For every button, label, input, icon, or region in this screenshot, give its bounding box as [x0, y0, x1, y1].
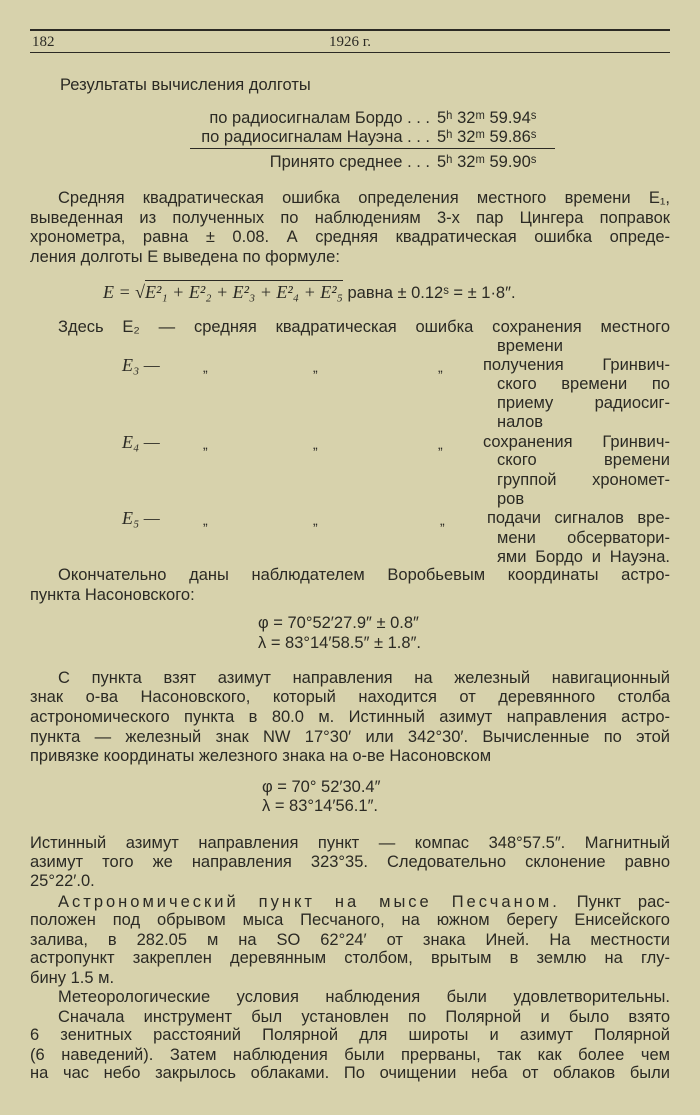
text-line: астрономического пункта в 80.0 м. Истинный азимут направления астро- — [30, 708, 670, 726]
formula-result: равна ± 0.12ˢ = ± 1·8″. — [347, 284, 516, 302]
coordinate-latitude: φ = 70°52′27.9″ ± 0.8″ — [258, 614, 419, 632]
result-value-nauen: 5ʰ 32ᵐ 59.86ˢ — [437, 128, 537, 146]
definition-line: подачи сигналов вре- — [487, 509, 670, 527]
result-label-nauen: по радиосигналам Науэна . . . — [201, 128, 430, 146]
text-line: Метеорологические условия наблюдения были удовлетворительны. — [58, 988, 670, 1006]
text-line: Здесь E₂ — средняя квадратическая ошибка сохранения местного — [58, 318, 670, 336]
text-line: (6 наведений). Затем наблюдения были прерваны, так как более чем — [30, 1046, 670, 1064]
definition-line: ями Бордо и Науэна. — [497, 548, 670, 566]
result-label-bordeaux: по радиосигналам Бордо . . . — [209, 109, 430, 127]
text-line: привязке координаты железного знака на о-ве Насоновском — [30, 747, 492, 765]
heading-continuation: Пункт рас- — [576, 893, 671, 911]
text-line: пункта Насоновского: — [30, 586, 195, 604]
text-line: пункта — железный знак NW 17°30′ или 342°30′. Вычисленные по этой — [30, 728, 670, 746]
definition-symbol: E₅ — — [122, 508, 160, 528]
formula-radicand: E²₁ + E²₂ + E²₃ + E²₄ + E²₅ — [145, 282, 343, 302]
coordinate-longitude: λ = 83°14′58.5″ ± 1.8″. — [258, 634, 421, 652]
ditto-mark: „ — [440, 512, 445, 528]
text-line: на час небо закрылось облаками. По очищении неба от облаков были — [30, 1064, 670, 1082]
formula-lhs: E = √ — [103, 282, 146, 302]
text-line: 25°22′.0. — [30, 872, 95, 890]
ditto-mark: „ — [313, 512, 318, 528]
text-line: знак о-ва Насоновского, который находится от деревянного столба — [30, 688, 670, 706]
ditto-mark: „ — [438, 359, 443, 375]
ditto-mark: „ — [203, 436, 208, 452]
text-line: Средняя квадратическая ошибка определения местного времени E₁, — [58, 189, 670, 207]
section-heading: Астрономический пункт на мысе Песчаном. — [58, 893, 560, 911]
text-line: астропункт закреплен деревянным столбом, врытым в землю на глу- — [30, 949, 670, 967]
text-line — [58, 892, 670, 912]
text-line: Истинный азимут направления пункт — компас 348°57.5″. Магнитный — [30, 834, 670, 852]
definition-line: мени обсерватори- — [497, 529, 670, 547]
coordinate-latitude: φ = 70° 52′30.4″ — [262, 778, 381, 796]
ditto-mark: „ — [438, 436, 443, 452]
text-line: Окончательно даны наблюдателем Воробьевым координаты астро- — [58, 566, 670, 584]
definition-continuation: времени — [497, 337, 563, 355]
definition-line: ского времени по — [497, 375, 670, 393]
text-line: положен под обрывом мыса Песчаного, на южном берегу Енисейского — [30, 911, 670, 929]
average-label: Принято среднее . . . — [269, 153, 430, 171]
text-line: хронометра, равна ± 0.08. А средняя квадратическая ошибка опреде- — [30, 228, 670, 246]
text-line: залива, в 282.05 м на SO 62°24′ от знака Иней. На местности — [30, 931, 670, 949]
text-line: бину 1.5 м. — [30, 969, 115, 987]
text-line: азимут того же направления 323°35. Следовательно склонение равно — [30, 853, 670, 871]
text-line: С пункта взят азимут направления на железный навигационный — [58, 669, 670, 687]
results-title: Результаты вычисления долготы — [60, 76, 311, 94]
definition-line: налов — [497, 413, 544, 431]
page-number: 182 — [32, 34, 55, 50]
result-value-bordeaux: 5ʰ 32ᵐ 59.94ˢ — [437, 109, 537, 127]
ditto-mark: „ — [203, 512, 208, 528]
error-formula — [103, 281, 516, 304]
text-line: Сначала инструмент был установлен по Полярной и было взято — [58, 1008, 670, 1026]
definition-line: группой хрономет- — [497, 471, 670, 489]
text-line: ления долготы E выведена по формуле: — [30, 248, 340, 266]
definition-line: получения Гринвич- — [483, 356, 670, 374]
text-line: выведенная из полученных по наблюдениям 3-х пар Цингера поправок — [30, 209, 670, 227]
definition-symbol: E₄ — — [122, 432, 160, 452]
definition-line: ского времени — [497, 451, 670, 469]
coordinate-longitude: λ = 83°14′56.1″. — [262, 797, 378, 815]
definition-symbol: E₃ — — [122, 355, 160, 375]
sum-rule — [190, 148, 555, 149]
average-value: 5ʰ 32ᵐ 59.90ˢ — [437, 153, 537, 171]
text-line: 6 зенитных расстояний Полярной для широты и азимут Полярной — [30, 1026, 670, 1044]
header-top-rule — [30, 29, 670, 31]
running-title: 1926 г. — [329, 34, 371, 50]
ditto-mark: „ — [203, 359, 208, 375]
header-bottom-rule — [30, 52, 670, 53]
ditto-mark: „ — [313, 359, 318, 375]
definition-line: сохранения Гринвич- — [483, 433, 670, 451]
definition-line: приему радиосиг- — [497, 394, 670, 412]
ditto-mark: „ — [313, 436, 318, 452]
definition-line: ров — [497, 490, 525, 508]
